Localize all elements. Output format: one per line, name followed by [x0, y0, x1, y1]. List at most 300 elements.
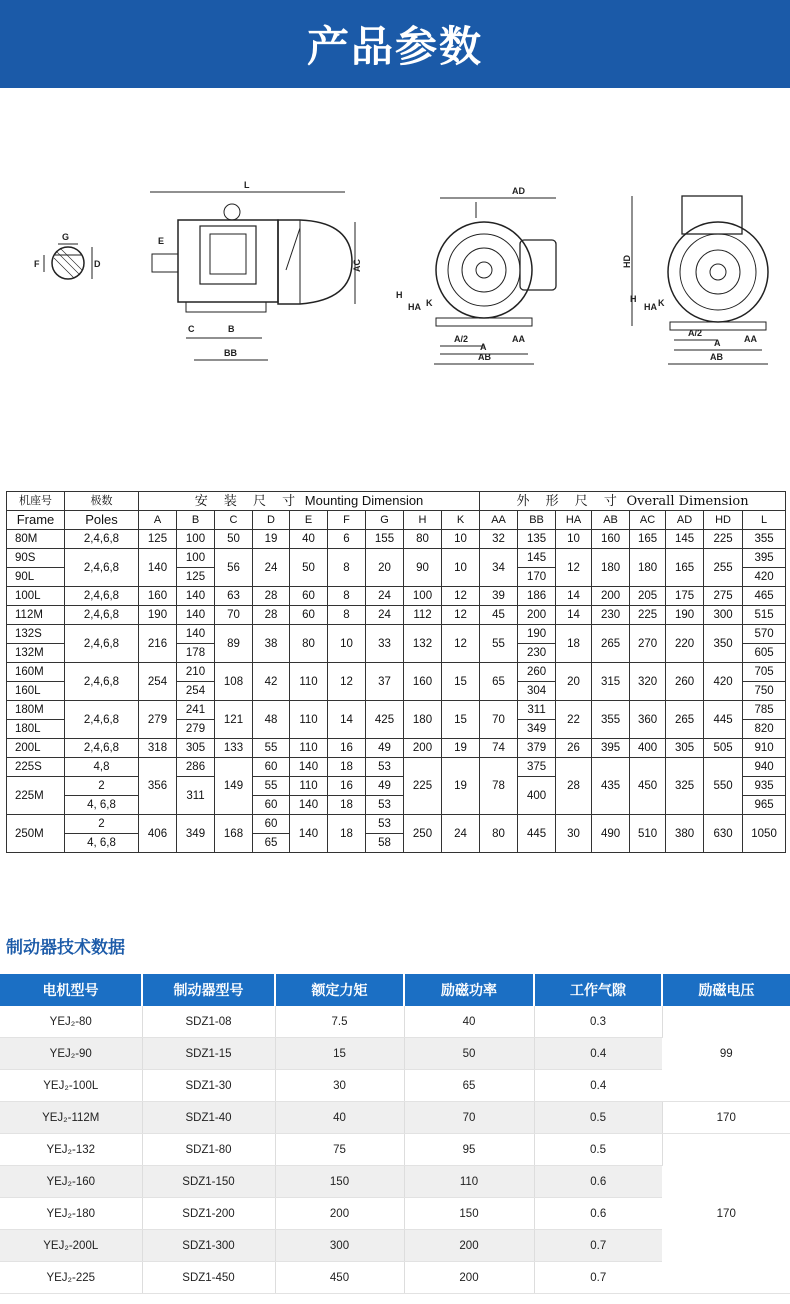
table-cell: 0.5: [534, 1102, 662, 1134]
table-cell: 70: [404, 1102, 534, 1134]
table-cell: SDZ1-30: [142, 1070, 275, 1102]
table-cell: 42: [253, 663, 290, 701]
table-cell: 50: [215, 530, 253, 549]
table-cell: 2,4,6,8: [65, 625, 139, 663]
table-cell: 445: [518, 815, 556, 853]
table-cell: 24: [442, 815, 480, 853]
table-cell: 2,4,6,8: [65, 663, 139, 701]
dim-label-a2-2: A/2: [688, 328, 703, 338]
table-cell: 140: [290, 758, 328, 777]
table-cell: 450: [275, 1262, 404, 1294]
table-cell: 100: [177, 530, 215, 549]
table-cell: 180: [404, 701, 442, 739]
header-mounting-en: Mounting Dimension: [304, 492, 424, 508]
table-cell: 50: [290, 549, 328, 587]
table-cell: 39: [480, 587, 518, 606]
table-cell: 2,4,6,8: [65, 701, 139, 739]
table-cell: 100L: [7, 587, 65, 606]
motor-drawings: [0, 160, 790, 390]
table-cell: 318: [139, 739, 177, 758]
table-cell: 170: [518, 568, 556, 587]
table-cell: 510: [630, 815, 666, 853]
table-cell: 250: [404, 815, 442, 853]
dim-label-h-2: H: [630, 294, 637, 304]
table-cell: 65: [404, 1070, 534, 1102]
table-cell: 18: [556, 625, 592, 663]
table-cell: 8: [328, 587, 366, 606]
table-row: [7, 587, 786, 606]
table-cell: 110: [290, 739, 328, 758]
table-cell: 0.6: [534, 1198, 662, 1230]
table-cell: 125: [177, 568, 215, 587]
table-cell: 12: [328, 663, 366, 701]
table-cell: 145: [518, 549, 556, 568]
dim-label-a-2: A: [714, 338, 721, 348]
col-header: AD: [666, 511, 704, 530]
table-cell: 63: [215, 587, 253, 606]
table-cell: 2,4,6,8: [65, 606, 139, 625]
dim-label-ha-2: HA: [644, 302, 657, 312]
table-cell: 160: [592, 530, 630, 549]
table-cell: 12: [442, 625, 480, 663]
table-cell: 18: [328, 796, 366, 815]
table-cell: 110: [290, 663, 328, 701]
table-cell: 216: [139, 625, 177, 663]
table-cell: 265: [666, 701, 704, 739]
table-cell: 132M: [7, 644, 65, 663]
table-cell: 10: [442, 549, 480, 587]
col-header: D: [253, 511, 290, 530]
table-cell: 30: [275, 1070, 404, 1102]
dimension-table: [6, 491, 786, 853]
table-cell: 10: [556, 530, 592, 549]
brake-table: [0, 974, 790, 1294]
table-cell: 55: [253, 739, 290, 758]
table-cell: 100: [404, 587, 442, 606]
table-cell: 750: [743, 682, 786, 701]
table-cell: 605: [743, 644, 786, 663]
table-cell: 241: [177, 701, 215, 720]
table-cell: 28: [556, 758, 592, 815]
table-cell: 178: [177, 644, 215, 663]
brake-header-motor-model: 电机型号: [0, 974, 142, 1006]
dim-label-d: D: [94, 259, 101, 269]
table-cell: 140: [177, 587, 215, 606]
header-overall: [480, 492, 786, 511]
table-cell: 190: [666, 606, 704, 625]
table-cell: 200: [275, 1198, 404, 1230]
table-cell: 38: [253, 625, 290, 663]
table-cell: 110: [404, 1166, 534, 1198]
header-mounting-cn: 安 装 尺 寸: [194, 493, 302, 509]
table-cell: 785: [743, 701, 786, 720]
table-cell: 19: [442, 739, 480, 758]
table-cell: 24: [366, 606, 404, 625]
table-cell: 395: [592, 739, 630, 758]
motor-rear-view-drawing: [622, 196, 768, 364]
table-cell: 180: [592, 549, 630, 587]
table-cell: 225: [630, 606, 666, 625]
table-cell: 34: [480, 549, 518, 587]
table-cell: 820: [743, 720, 786, 739]
col-header: E: [290, 511, 328, 530]
col-header: BB: [518, 511, 556, 530]
table-cell: SDZ1-80: [142, 1134, 275, 1166]
table-cell: 135: [518, 530, 556, 549]
table-cell: 89: [215, 625, 253, 663]
table-cell: 45: [480, 606, 518, 625]
table-cell: 490: [592, 815, 630, 853]
table-cell: 400: [518, 777, 556, 815]
table-cell: 150: [275, 1166, 404, 1198]
table-row: [0, 1006, 790, 1038]
table-cell: 255: [704, 549, 743, 587]
table-cell: 53: [366, 758, 404, 777]
table-cell: 230: [592, 606, 630, 625]
table-cell: 112M: [7, 606, 65, 625]
table-cell: 140: [290, 815, 328, 853]
col-header: K: [442, 511, 480, 530]
table-cell: YEJ₂-200L: [0, 1230, 142, 1262]
table-cell: 30: [556, 815, 592, 853]
table-cell: 65: [253, 834, 290, 853]
motor-front-view-drawing: [396, 186, 556, 364]
table-cell: 160: [139, 587, 177, 606]
table-cell: 265: [592, 625, 630, 663]
table-cell: 965: [743, 796, 786, 815]
table-cell: 90: [404, 549, 442, 587]
table-cell: YEJ₂-180: [0, 1198, 142, 1230]
table-cell: 10: [442, 530, 480, 549]
table-cell: 190: [139, 606, 177, 625]
table-cell: 108: [215, 663, 253, 701]
table-cell: SDZ1-15: [142, 1038, 275, 1070]
table-cell: 180: [630, 549, 666, 587]
shaft-section-drawing: [34, 232, 101, 279]
col-header: AA: [480, 511, 518, 530]
table-cell: 2,4,6,8: [65, 739, 139, 758]
table-cell: 279: [177, 720, 215, 739]
table-cell: 300: [275, 1230, 404, 1262]
table-cell: 250M: [7, 815, 65, 853]
table-cell: 356: [139, 758, 177, 815]
table-cell: 55: [480, 625, 518, 663]
col-header: F: [328, 511, 366, 530]
table-cell: 160: [404, 663, 442, 701]
table-cell: 940: [743, 758, 786, 777]
table-cell: 140: [177, 625, 215, 644]
table-cell: 70: [215, 606, 253, 625]
table-cell: 200L: [7, 739, 65, 758]
voltage-cell: 170: [662, 1102, 790, 1134]
header-overall-en: Overall Dimension: [626, 493, 749, 509]
table-cell: 380: [666, 815, 704, 853]
table-cell: 400: [630, 739, 666, 758]
table-cell: 19: [442, 758, 480, 815]
table-cell: 78: [480, 758, 518, 815]
table-cell: 75: [275, 1134, 404, 1166]
table-cell: 0.7: [534, 1262, 662, 1294]
table-cell: 270: [630, 625, 666, 663]
table-cell: 311: [177, 777, 215, 815]
col-header: L: [743, 511, 786, 530]
table-cell: 7.5: [275, 1006, 404, 1038]
dim-label-l: L: [244, 180, 250, 190]
table-cell: 175: [666, 587, 704, 606]
table-cell: 190: [518, 625, 556, 644]
table-cell: 15: [442, 663, 480, 701]
dim-label-bb: BB: [224, 348, 237, 358]
table-cell: 200: [404, 1262, 534, 1294]
dim-label-a2: A/2: [454, 334, 469, 344]
table-cell: 350: [704, 625, 743, 663]
col-header: B: [177, 511, 215, 530]
table-cell: 305: [177, 739, 215, 758]
table-cell: 12: [556, 549, 592, 587]
table-cell: 24: [366, 587, 404, 606]
header-overall-cn: 外 形 尺 寸: [516, 493, 623, 509]
table-cell: 80: [290, 625, 328, 663]
table-cell: 150: [404, 1198, 534, 1230]
table-cell: 450: [630, 758, 666, 815]
table-cell: 180M: [7, 701, 65, 720]
table-cell: 220: [666, 625, 704, 663]
table-cell: 315: [592, 663, 630, 701]
table-cell: 65: [480, 663, 518, 701]
table-cell: 60: [253, 796, 290, 815]
table-cell: 279: [139, 701, 177, 739]
voltage-cell: 99: [662, 1006, 790, 1102]
table-cell: YEJ₂-100L: [0, 1070, 142, 1102]
dim-label-ad: AD: [512, 186, 525, 196]
table-row: [7, 530, 786, 549]
table-cell: 145: [666, 530, 704, 549]
table-cell: 40: [404, 1006, 534, 1038]
table-cell: 32: [480, 530, 518, 549]
table-cell: 2,4,6,8: [65, 587, 139, 606]
table-cell: 8: [328, 549, 366, 587]
table-cell: 395: [743, 549, 786, 568]
table-cell: 14: [328, 701, 366, 739]
brake-header-voltage: 励磁电压: [662, 974, 790, 1006]
col-header: HA: [556, 511, 592, 530]
dim-label-hd: HD: [622, 255, 632, 268]
table-cell: 132S: [7, 625, 65, 644]
table-cell: 28: [253, 606, 290, 625]
table-cell: 56: [215, 549, 253, 587]
header-poles-cn: 极数: [65, 492, 139, 511]
table-cell: 24: [253, 549, 290, 587]
table-cell: 20: [366, 549, 404, 587]
table-cell: 406: [139, 815, 177, 853]
table-cell: 48: [253, 701, 290, 739]
table-cell: 16: [328, 777, 366, 796]
table-cell: 0.7: [534, 1230, 662, 1262]
table-cell: 49: [366, 739, 404, 758]
table-cell: 0.4: [534, 1070, 662, 1102]
table-cell: 26: [556, 739, 592, 758]
table-cell: 0.4: [534, 1038, 662, 1070]
table-cell: 149: [215, 758, 253, 815]
table-cell: 4,8: [65, 758, 139, 777]
table-cell: 14: [556, 606, 592, 625]
table-cell: 50: [404, 1038, 534, 1070]
table-cell: 165: [666, 549, 704, 587]
dim-label-ha: HA: [408, 302, 421, 312]
table-cell: 225S: [7, 758, 65, 777]
table-cell: 100: [177, 549, 215, 568]
table-cell: 90S: [7, 549, 65, 568]
brake-header-brake-model: 制动器型号: [142, 974, 275, 1006]
table-cell: 225: [704, 530, 743, 549]
table-cell: 2,4,6,8: [65, 530, 139, 549]
table-cell: 121: [215, 701, 253, 739]
table-cell: 0.3: [534, 1006, 662, 1038]
dim-label-c: C: [188, 324, 195, 334]
table-cell: 570: [743, 625, 786, 644]
table-cell: SDZ1-300: [142, 1230, 275, 1262]
table-cell: 112: [404, 606, 442, 625]
table-cell: 155: [366, 530, 404, 549]
table-cell: 110: [290, 777, 328, 796]
table-cell: 6: [328, 530, 366, 549]
dim-label-k: K: [426, 298, 433, 308]
table-cell: 1050: [743, 815, 786, 853]
table-cell: 349: [518, 720, 556, 739]
dim-label-a: A: [480, 342, 487, 352]
dim-label-f: F: [34, 259, 40, 269]
table-cell: 60: [253, 758, 290, 777]
col-header: HD: [704, 511, 743, 530]
table-cell: YEJ₂-225: [0, 1262, 142, 1294]
header-row-2: [7, 511, 786, 530]
table-cell: 465: [743, 587, 786, 606]
dim-label-ac: AC: [352, 259, 362, 272]
table-cell: 19: [253, 530, 290, 549]
table-cell: 60: [253, 815, 290, 834]
page-banner: [0, 0, 790, 88]
col-header: G: [366, 511, 404, 530]
table-cell: 254: [177, 682, 215, 701]
table-cell: 60: [290, 587, 328, 606]
table-cell: 18: [328, 815, 366, 853]
table-cell: YEJ₂-90: [0, 1038, 142, 1070]
table-cell: 110: [290, 701, 328, 739]
table-cell: 180L: [7, 720, 65, 739]
table-cell: YEJ₂-80: [0, 1006, 142, 1038]
table-cell: 0.6: [534, 1166, 662, 1198]
brake-section-title: 制动器技术数据: [6, 938, 125, 958]
table-cell: 355: [743, 530, 786, 549]
table-row: [7, 606, 786, 625]
table-cell: 445: [704, 701, 743, 739]
table-cell: 420: [743, 568, 786, 587]
dim-label-aa-2: AA: [744, 334, 757, 344]
table-cell: 200: [404, 739, 442, 758]
col-header: AB: [592, 511, 630, 530]
table-cell: YEJ₂-132: [0, 1134, 142, 1166]
table-cell: 260: [666, 663, 704, 701]
table-cell: 325: [666, 758, 704, 815]
table-cell: 349: [177, 815, 215, 853]
table-cell: 200: [518, 606, 556, 625]
table-cell: 40: [290, 530, 328, 549]
voltage-cell: 170: [662, 1134, 790, 1294]
table-cell: 515: [743, 606, 786, 625]
table-cell: 4, 6,8: [65, 796, 139, 815]
header-mounting: [139, 492, 480, 511]
table-cell: 74: [480, 739, 518, 758]
table-cell: 140: [139, 549, 177, 587]
table-cell: 320: [630, 663, 666, 701]
table-cell: 60: [290, 606, 328, 625]
dim-label-b: B: [228, 324, 235, 334]
table-cell: 205: [630, 587, 666, 606]
table-cell: 910: [743, 739, 786, 758]
table-cell: 33: [366, 625, 404, 663]
dim-label-aa: AA: [512, 334, 525, 344]
header-frame-cn: 机座号: [7, 492, 65, 511]
dim-label-ab: AB: [478, 352, 491, 362]
table-cell: 550: [704, 758, 743, 815]
table-cell: 15: [275, 1038, 404, 1070]
table-cell: 132: [404, 625, 442, 663]
table-cell: 15: [442, 701, 480, 739]
table-cell: 10: [328, 625, 366, 663]
table-cell: 133: [215, 739, 253, 758]
table-cell: 379: [518, 739, 556, 758]
table-cell: 305: [666, 739, 704, 758]
table-cell: 28: [253, 587, 290, 606]
table-cell: 375: [518, 758, 556, 777]
table-cell: 2: [65, 815, 139, 834]
table-cell: 200: [592, 587, 630, 606]
table-cell: 230: [518, 644, 556, 663]
table-cell: 22: [556, 701, 592, 739]
table-row: [0, 1134, 790, 1166]
table-cell: 80M: [7, 530, 65, 549]
table-cell: 260: [518, 663, 556, 682]
col-header: C: [215, 511, 253, 530]
table-cell: SDZ1-08: [142, 1006, 275, 1038]
dim-label-h: H: [396, 290, 403, 300]
page-title: 产品参数: [306, 22, 483, 71]
table-cell: 49: [366, 777, 404, 796]
table-row: [7, 625, 786, 644]
table-cell: 210: [177, 663, 215, 682]
table-cell: 53: [366, 796, 404, 815]
table-cell: 275: [704, 587, 743, 606]
table-cell: 705: [743, 663, 786, 682]
table-cell: 12: [442, 587, 480, 606]
table-cell: SDZ1-150: [142, 1166, 275, 1198]
table-cell: 40: [275, 1102, 404, 1134]
dim-label-e: E: [158, 236, 165, 246]
table-cell: 4, 6,8: [65, 834, 139, 853]
table-cell: 80: [480, 815, 518, 853]
table-cell: 435: [592, 758, 630, 815]
table-cell: 200: [404, 1230, 534, 1262]
table-cell: 55: [253, 777, 290, 796]
table-cell: 125: [139, 530, 177, 549]
table-row: [7, 663, 786, 682]
table-cell: 58: [366, 834, 404, 853]
table-cell: 425: [366, 701, 404, 739]
table-cell: 140: [290, 796, 328, 815]
table-cell: 12: [442, 606, 480, 625]
table-cell: 18: [328, 758, 366, 777]
table-cell: 160M: [7, 663, 65, 682]
